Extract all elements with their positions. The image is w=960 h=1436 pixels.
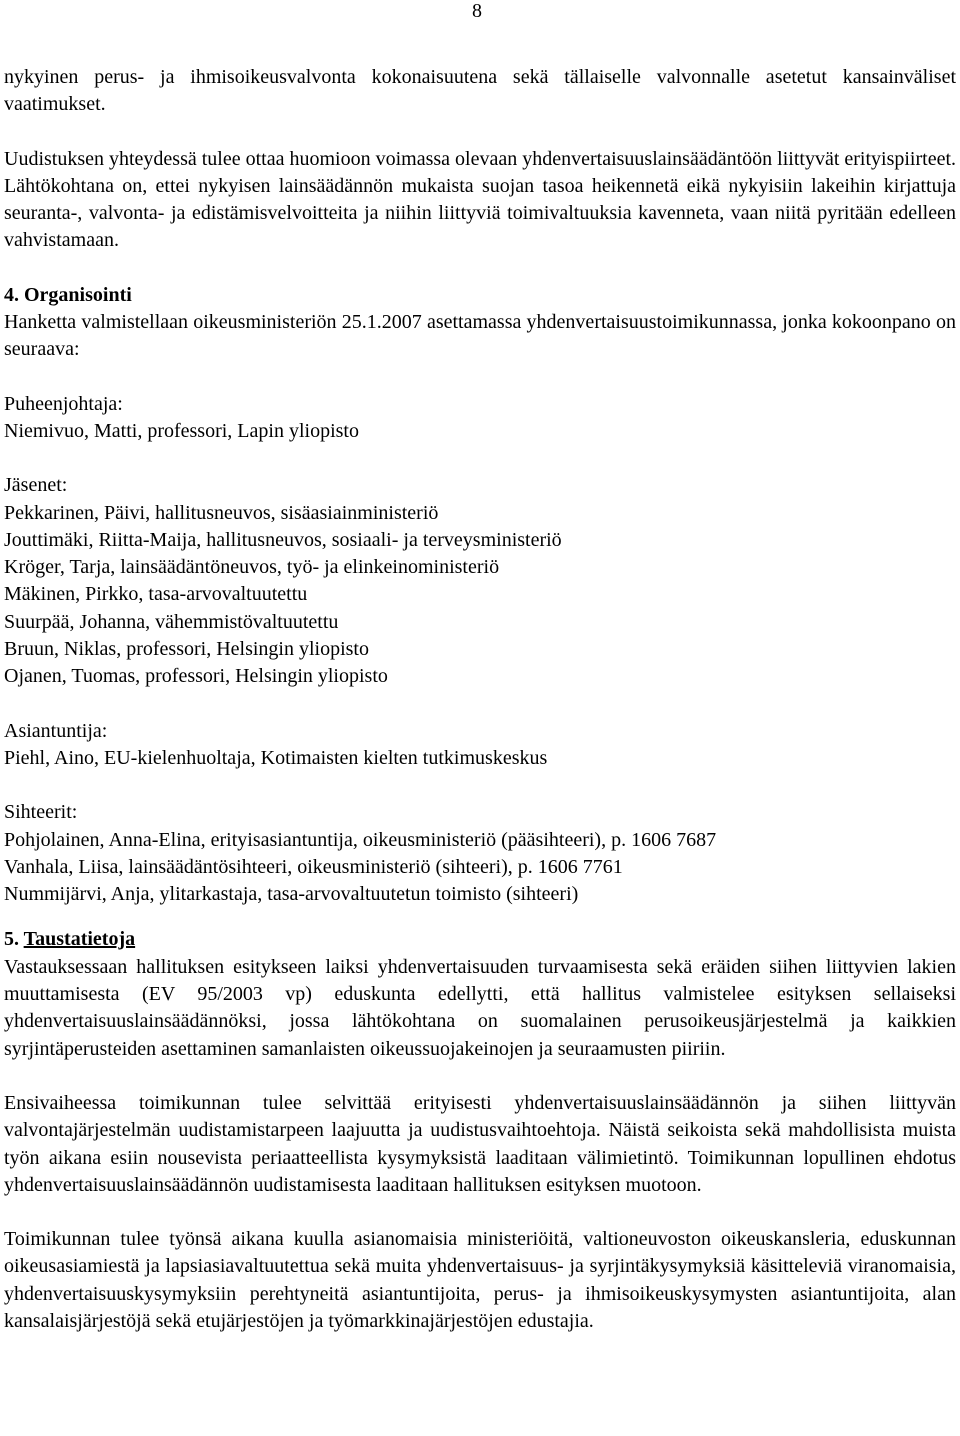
member-entry: Mäkinen, Pirkko, tasa-arvovaltuutettu <box>4 583 308 606</box>
chair-label: Puheenjohtaja: <box>4 392 123 415</box>
members-block <box>4 472 956 690</box>
members-label: Jäsenet: <box>4 474 68 497</box>
section-number: 4. <box>4 283 19 306</box>
page-number: 8 <box>472 0 482 22</box>
member-entry: Pekkarinen, Päivi, hallitusneuvos, sisäasiainministeriö <box>4 501 439 524</box>
secretary-entry: Pohjolainen, Anna-Elina, erityisasiantuntija, oikeusministeriö (pääsihteeri), p. 1606 7687 <box>4 828 717 851</box>
chair-block <box>4 391 956 446</box>
section-title: Organisointi <box>24 283 132 306</box>
expert-label: Asiantuntija: <box>4 719 108 742</box>
paragraph-continued: nykyinen perus- ja ihmisoikeusvalvonta kokonaisuutena sekä tällaiselle valvonnalle asetetut kansainväliset vaatimukset. <box>4 66 956 116</box>
section-title: Taustatietoja <box>23 928 136 951</box>
expert-block <box>4 718 956 773</box>
secretaries-block <box>4 799 956 908</box>
member-entry: Bruun, Niklas, professori, Helsingin yliopisto <box>4 638 369 661</box>
member-entry: Ojanen, Tuomas, professori, Helsingin yliopisto <box>4 665 388 688</box>
secretaries-label: Sihteerit: <box>4 801 78 824</box>
paragraph-reform-context: Uudistuksen yhteydessä tulee ottaa huomioon voimassa olevaan yhdenvertaisuuslainsäädäntöön liittyvät erityispiirteet. Lähtökohtana on, ettei nykyisen lainsäädännön mukaista suojan tasoa heikennetä eikä nykyisiin lakeihin kirjattuja seuranta-, valvonta- ja edistämisvelvoitteita ja niihin liittyviä toimivaltuuksia kavenneta, vaan niitä pyritään edelleen vahvistamaan. <box>4 147 957 252</box>
member-entry: Suurpää, Johanna, vähemmistövaltuutettu <box>4 610 339 633</box>
member-entry: Jouttimäki, Riitta-Maija, hallitusneuvos, sosiaali- ja terveysministeriö <box>4 528 562 551</box>
document-body <box>4 64 956 1335</box>
section-5-paragraph: Ensivaiheessa toimikunnan tulee selvittää erityisesti yhdenvertaisuuslainsäädännön ja siihen liittyvän valvontajärjestelmän uudistamistarpeen laajuutta ja uudistusvaihtoehtoja. Näistä seikoista sekä mahdollisista muista työn aikana esiin nousevista periaatteellista kysymyksistä laaditaan välimietintö. Toimikunnan lopullinen ehdotus yhdenvertaisuuslainsäädännön uudistamisesta laaditaan hallituksen esityksen muotoon. <box>4 1091 956 1196</box>
section-heading-5 <box>4 926 956 953</box>
secretary-entry: Nummijärvi, Anja, ylitarkastaja, tasa-arvovaltuutetun toimisto (sihteeri) <box>4 883 579 906</box>
section-5-paragraph: Vastauksessaan hallituksen esitykseen laiksi yhdenvertaisuuden turvaamisesta sekä eräiden siihen liittyvien lakien muuttamisesta (EV 95/2003 vp) eduskunta edellytti, että hallitus valmistelee esityksen sellaiseksi yhdenvertaisuuslainsäädännöksi, jossa lähtökohtana on suomalainen perusoikeusjärjestelmä ja kaikkien syrjintäperusteiden asettaminen samanlaisten oikeussuojakeinojen ja seuraamusten piiriin. <box>4 955 956 1060</box>
secretary-entry: Vanhala, Liisa, lainsäädäntösihteeri, oikeusministeriö (sihteeri), p. 1606 7761 <box>4 855 623 878</box>
section-5-paragraph: Toimikunnan tulee työnsä aikana kuulla asianomaisia ministeriöitä, valtioneuvoston oikeuskansleria, eduskunnan oikeusasiamiestä ja lapsiasiavaltuutettua sekä muita yhdenvertaisuus- ja syrjintäkysymyksiä käsitteleviä viranomaisia, yhdenvertaisuuskysymyksiin perehtyneitä asiantuntijoita, perus- ja ihmisoikeuskysymysten asiantuntijoita, alan kansalaisjärjestöjä sekä etujärjestöjen ja työmarkkinajärjestöjen edustajia. <box>4 1228 956 1332</box>
member-entry: Kröger, Tarja, lainsäädäntöneuvos, työ- ja elinkeinoministeriö <box>4 556 500 579</box>
section-number: 5. <box>4 928 19 951</box>
expert-entry: Piehl, Aino, EU-kielenhuoltaja, Kotimaisten kielten tutkimuskeskus <box>4 746 548 769</box>
chair-entry: Niemivuo, Matti, professori, Lapin yliopisto <box>4 419 359 442</box>
section-4-intro: Hanketta valmistellaan oikeusministeriön 25.1.2007 asettamassa yhdenvertaisuustoimikunnassa, jonka kokoonpano on seuraava: <box>4 311 956 361</box>
section-heading-4 <box>4 282 956 309</box>
